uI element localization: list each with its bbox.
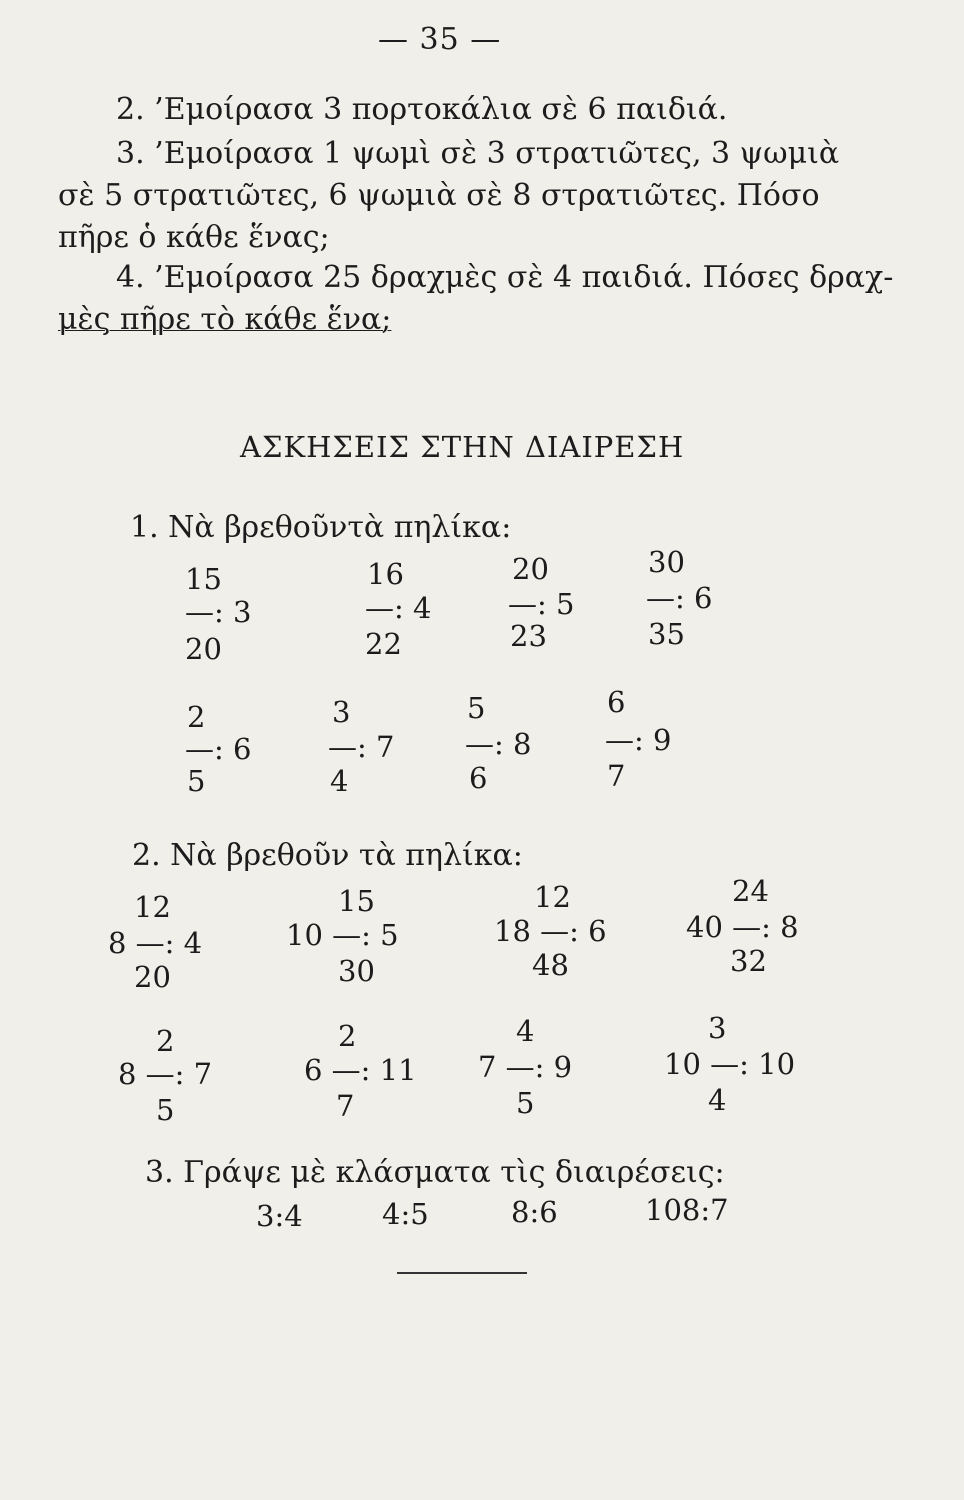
numerator: 20 <box>512 552 549 586</box>
operator: —: 9 <box>505 1050 573 1084</box>
numerator: 30 <box>648 545 685 579</box>
numerator: 4 <box>516 1014 535 1048</box>
section-heading: ΑΣΚΗΣΕΙΣ ΣΤΗΝ ΔΙΑΙΡΕΣΗ <box>240 430 685 464</box>
mixed-with-operator <box>118 1057 213 1091</box>
problem-2: 2. ’Εμοίρασα 3 πορτοκάλια σὲ 6 παιδιά. <box>116 92 728 127</box>
whole-number: 8 <box>118 1057 137 1091</box>
problem-4-line-1: 4. ’Εμοίρασα 25 δραχμὲς σὲ 4 παιδιά. Πόσες δραχ- <box>116 260 894 295</box>
numerator: 2 <box>187 700 206 734</box>
operator: —: 7 <box>145 1057 213 1091</box>
problem-3-line-1: 3. ’Εμοίρασα 1 ψωμὶ σὲ 3 στρατιῶτες, 3 ψωμιὰ <box>116 136 840 171</box>
operator: —: 9 <box>605 723 672 757</box>
problem-3-line-2: σὲ 5 στρατιῶτες, 6 ψωμιὰ σὲ 8 στρατιῶτες. Πόσο <box>58 178 820 213</box>
operator: —: 6 <box>185 732 252 766</box>
whole-number: 6 <box>304 1053 323 1087</box>
denominator: 5 <box>187 764 206 798</box>
numerator: 2 <box>156 1024 175 1058</box>
exercise-3-title: 3. Γράψε μὲ κλάσματα τὶς διαιρέσεις: <box>145 1155 725 1190</box>
exercise-2-title: 2. Νὰ βρεθοῦν τὰ πηλίκα: <box>132 838 523 873</box>
whole-number: 10 <box>664 1047 701 1081</box>
denominator: 7 <box>607 759 626 793</box>
operator: —: 3 <box>185 595 252 629</box>
operator: —: 7 <box>328 730 395 764</box>
operator: —: 4 <box>135 926 203 960</box>
problem-4-line-2: μὲς πῆρε τὸ κάθε ἕνα; <box>58 302 392 337</box>
whole-number: 10 <box>286 918 323 952</box>
numerator: 3 <box>332 695 351 729</box>
page-number: — 35 — <box>378 22 502 57</box>
mixed-with-operator <box>304 1053 417 1087</box>
mixed-with-operator <box>664 1047 796 1081</box>
operator: —: 4 <box>365 591 432 625</box>
mixed-with-operator <box>286 918 399 952</box>
numerator: 6 <box>607 685 626 719</box>
operator: —: 10 <box>710 1047 796 1081</box>
whole-number: 8 <box>108 926 127 960</box>
ex3-item-1: 3:4 <box>256 1199 303 1233</box>
denominator: 23 <box>510 619 547 653</box>
numerator: 15 <box>185 562 222 596</box>
denominator: 20 <box>134 960 171 994</box>
exercise-1-title: 1. Νὰ βρεθοῦντὰ πηλίκα: <box>130 510 512 545</box>
numerator: 2 <box>338 1019 357 1053</box>
ex3-item-4: 108:7 <box>645 1193 729 1227</box>
mixed-with-operator <box>478 1050 573 1084</box>
denominator: 5 <box>156 1093 175 1127</box>
denominator: 6 <box>469 761 488 795</box>
whole-number: 18 <box>494 914 531 948</box>
operator: —: 8 <box>732 910 799 944</box>
ex3-item-2: 4:5 <box>382 1197 429 1231</box>
denominator: 48 <box>532 948 569 982</box>
numerator: 3 <box>708 1011 727 1045</box>
whole-number: 40 <box>686 910 723 944</box>
numerator: 12 <box>534 880 571 914</box>
ex3-item-3: 8:6 <box>511 1195 558 1229</box>
denominator: 30 <box>338 954 375 988</box>
denominator: 35 <box>648 617 685 651</box>
mixed-with-operator <box>108 926 203 960</box>
denominator: 4 <box>330 764 349 798</box>
denominator: 32 <box>730 944 767 978</box>
operator: —: 6 <box>540 914 607 948</box>
end-rule <box>397 1272 527 1274</box>
mixed-with-operator <box>494 914 607 948</box>
numerator: 5 <box>467 691 486 725</box>
numerator: 12 <box>134 890 171 924</box>
problem-3-line-3: πῆρε ὁ κάθε ἕνας; <box>58 220 330 255</box>
denominator: 7 <box>336 1089 355 1123</box>
operator: —: 11 <box>331 1053 417 1087</box>
denominator: 5 <box>516 1086 535 1120</box>
denominator: 4 <box>708 1083 727 1117</box>
denominator: 20 <box>185 632 222 666</box>
numerator: 15 <box>338 884 375 918</box>
denominator: 22 <box>365 627 402 661</box>
mixed-with-operator <box>686 910 799 944</box>
operator: —: 8 <box>465 727 532 761</box>
whole-number: 7 <box>478 1050 497 1084</box>
operator: —: 5 <box>332 918 399 952</box>
operator: —: 5 <box>508 587 575 621</box>
numerator: 24 <box>732 874 769 908</box>
numerator: 16 <box>367 557 404 591</box>
operator: —: 6 <box>646 581 713 615</box>
